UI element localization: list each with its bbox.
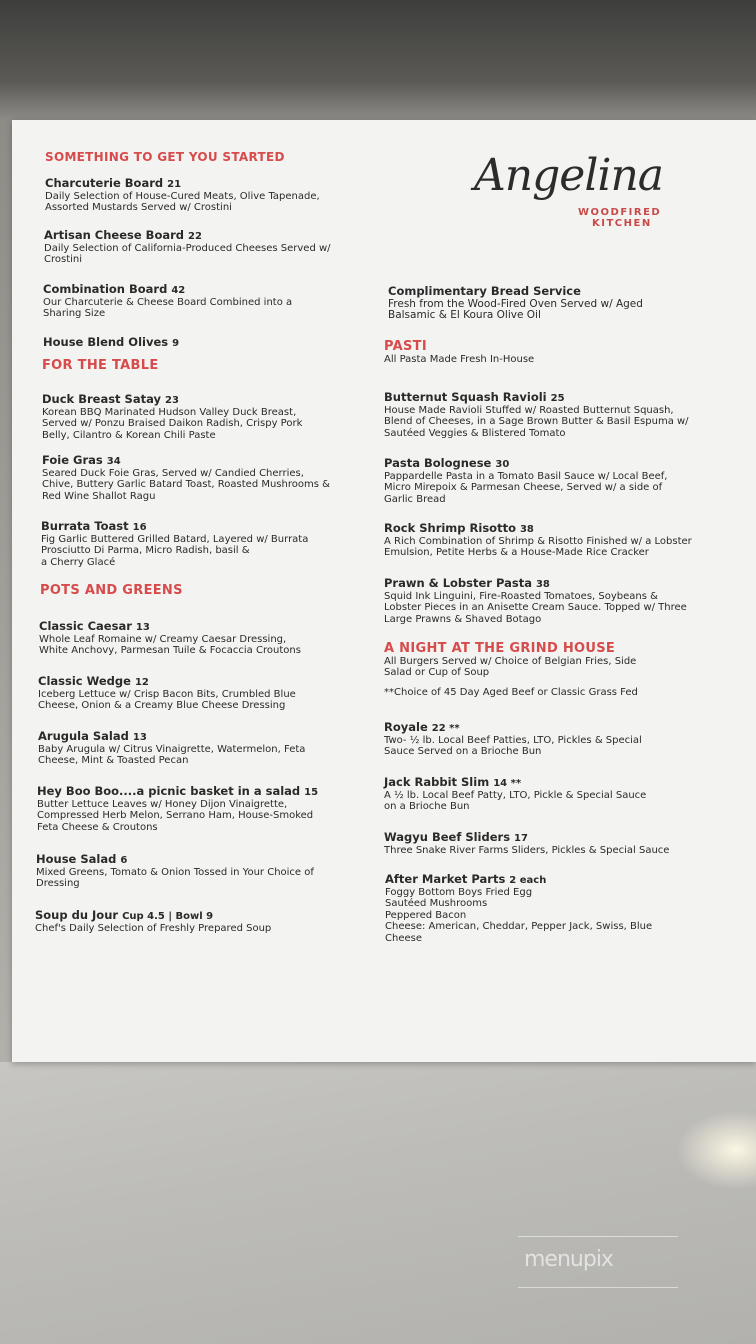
tabletop (0, 1062, 756, 1344)
item-price: Cup 4.5 | Bowl 9 (122, 911, 214, 922)
item-desc: Our Charcuterie & Cheese Board Combined into a (43, 297, 293, 308)
item-name: Pasta Bolognese (384, 456, 492, 470)
menu-item-classic-wedge (38, 670, 296, 712)
item-name: House Blend Olives (43, 335, 169, 349)
pasti-note (384, 354, 534, 365)
item-desc: on a Brioche Bun (384, 801, 470, 813)
section-starters: SOMETHING TO GET YOU STARTED (45, 150, 285, 164)
item-desc: Emulsion, Petite Herbs & a House-Made Rice Cracker (384, 547, 649, 559)
logo-line-kitchen: KITCHEN (592, 218, 652, 229)
menu-item-prawn-lobster-pasta (384, 572, 687, 625)
item-desc: Dressing (36, 878, 80, 890)
item-name: After Market Parts (385, 872, 506, 886)
menu-item-butternut-ravioli (384, 386, 689, 439)
item-price: 21 (167, 179, 182, 190)
item-desc: Sharing Size (43, 308, 106, 320)
item-desc: Cheese, Mint & Toasted Pecan (38, 755, 189, 767)
item-desc: Sautéed Veggies & Blistered Tomato (384, 427, 566, 439)
item-price: 6 (120, 855, 128, 866)
menu-item-pasta-bolognese (384, 452, 667, 505)
item-desc: Lobster Pieces in an Anisette Cream Sauce. Topped w/ Three (384, 602, 687, 614)
item-desc: Three Snake River Farms Sliders, Pickles & Special Sauce (384, 845, 670, 856)
item-desc: Crostini (44, 254, 83, 266)
item-desc: Prosciutto Di Parma, Micro Radish, basil & (41, 545, 250, 557)
item-name: Combination Board (43, 282, 168, 296)
menu-item-arugula-salad (38, 725, 305, 767)
item-price: 38 (519, 524, 534, 535)
item-desc: Compressed Herb Melon, Serrano Ham, House-Smoked (37, 810, 314, 822)
item-desc: House Made Ravioli Stuffed w/ Roasted Butternut Squash, (384, 405, 674, 416)
menu-item-foie-gras (42, 449, 330, 502)
item-desc: Belly, Cilantro & Korean Chili Paste (42, 429, 216, 441)
item-desc: Served w/ Ponzu Braised Daikon Radish, Crispy Pork (42, 418, 303, 430)
item-desc: Butter Lettuce Leaves w/ Honey Dijon Vinaigrette, (37, 799, 288, 810)
item-price: 34 (106, 456, 121, 467)
item-desc: White Anchovy, Parmesan Tuile & Focaccia Croutons (39, 645, 301, 657)
item-desc: Foggy Bottom Boys Fried Egg (385, 887, 533, 898)
grind-house-notes (384, 656, 638, 698)
item-desc: Mixed Greens, Tomato & Onion Tossed in Your Choice of (36, 867, 314, 878)
item-desc: Assorted Mustards Served w/ Crostini (45, 202, 232, 214)
section-grind-house: A NIGHT AT THE GRIND HOUSE (384, 641, 616, 656)
item-desc: A Rich Combination of Shrimp & Risotto Finished w/ a Lobster (384, 536, 692, 547)
item-name: Rock Shrimp Risotto (384, 521, 516, 535)
menu-item-charcuterie (45, 172, 320, 214)
item-desc: Baby Arugula w/ Citrus Vinaigrette, Watermelon, Feta (38, 744, 306, 755)
section-note: All Burgers Served w/ Choice of Belgian Fries, Side (384, 656, 637, 667)
item-name: Classic Caesar (39, 619, 132, 633)
item-price: 13 (135, 622, 150, 633)
item-price: 17 (514, 833, 528, 844)
section-pasti: PASTI (384, 339, 427, 354)
menu-item-soup-du-jour (35, 904, 271, 934)
menu-item-jack-rabbit-slim (384, 771, 646, 813)
item-name: Classic Wedge (38, 674, 131, 688)
item-name: Jack Rabbit Slim (384, 775, 490, 789)
item-desc: Daily Selection of House-Cured Meats, Olive Tapenade, (45, 191, 320, 202)
item-desc: Pappardelle Pasta in a Tomato Basil Sauce w/ Local Beef, (384, 471, 668, 482)
item-price: 9 (172, 338, 180, 349)
item-price: 13 (132, 732, 147, 743)
item-desc: Micro Mirepoix & Parmesan Cheese, Served w/ a side of (384, 482, 663, 494)
section-pots-and-greens: POTS AND GREENS (40, 583, 183, 598)
item-desc: Red Wine Shallot Ragu (42, 490, 156, 502)
item-name: Complimentary Bread Service (388, 284, 581, 298)
item-desc: A ½ lb. Local Beef Patty, LTO, Pickle & Special Sauce (384, 790, 647, 801)
item-desc: Fig Garlic Buttered Grilled Batard, Layered w/ Burrata (41, 534, 309, 545)
item-name: Prawn & Lobster Pasta (384, 576, 532, 590)
item-price: 15 (304, 787, 319, 798)
item-name: Soup du Jour (35, 908, 119, 922)
logo-line-woodfired: WOODFIRED (578, 207, 662, 218)
item-desc: Cheese (385, 932, 422, 944)
restaurant-logo (474, 150, 674, 234)
item-desc: Daily Selection of California-Produced Cheeses Served w/ (44, 243, 331, 254)
item-name: Duck Breast Satay (42, 392, 161, 406)
menu-item-artisan-cheese (44, 224, 331, 266)
item-price: 25 (550, 393, 565, 404)
item-price: 16 (132, 522, 147, 533)
menu-item-house-salad (36, 848, 314, 890)
menu-item-hey-boo-boo (37, 780, 318, 833)
item-name: Artisan Cheese Board (44, 228, 185, 242)
item-name: Wagyu Beef Sliders (384, 830, 511, 844)
item-desc: Fresh from the Wood-Fired Oven Served w/ Aged (388, 298, 643, 310)
item-desc: Feta Cheese & Croutons (37, 821, 158, 833)
item-price: 12 (134, 677, 149, 688)
section-for-the-table: FOR THE TABLE (42, 358, 159, 373)
item-name: Royale (384, 720, 428, 734)
watermark-text: menupix (524, 1247, 613, 1272)
section-note: **Choice of 45 Day Aged Beef or Classic Grass Fed (384, 686, 638, 698)
item-desc: Peppered Bacon (385, 909, 467, 921)
item-desc: Seared Duck Foie Gras, Served w/ Candied Cherries, (42, 468, 304, 479)
item-desc: Chive, Buttery Garlic Batard Toast, Roasted Mushrooms & (42, 479, 330, 491)
item-price: 22 (188, 231, 202, 242)
item-price: 38 (535, 579, 550, 590)
item-desc: Large Prawns & Shaved Botago (384, 613, 542, 625)
menupix-watermark (518, 1236, 678, 1288)
menu-item-burrata-toast (41, 515, 308, 568)
item-desc: Two- ½ lb. Local Beef Patties, LTO, Pickles & Special (384, 735, 642, 746)
item-price: 42 (171, 285, 186, 296)
item-desc: Sautéed Mushrooms (385, 898, 488, 910)
item-name: Charcuterie Board (45, 176, 164, 190)
item-desc: a Cherry Glacé (41, 556, 116, 568)
item-desc: Sauce Served on a Brioche Bun (384, 746, 542, 758)
menu-item-bread-service (388, 280, 643, 322)
item-price: 30 (495, 459, 510, 470)
section-note: Salad or Cup of Soup (384, 667, 490, 679)
item-desc: Iceberg Lettuce w/ Crisp Bacon Bits, Crumbled Blue (38, 689, 296, 700)
menu-item-classic-caesar (39, 615, 301, 657)
item-name: Foie Gras (42, 453, 103, 467)
menu-item-wagyu-sliders (384, 826, 669, 856)
menu-item-royale (384, 716, 642, 758)
item-price: 2 each (509, 875, 547, 886)
item-name: Arugula Salad (38, 729, 129, 743)
item-name: House Salad (36, 852, 117, 866)
menu-item-olives (43, 331, 179, 350)
item-desc: Cheese: American, Cheddar, Pepper Jack, Swiss, Blue (385, 921, 653, 933)
item-desc: Chef's Daily Selection of Freshly Prepared Soup (35, 923, 272, 934)
menu-item-rock-shrimp-risotto (384, 517, 692, 559)
menu-item-combination-board (43, 278, 292, 320)
item-desc: Balsamic & El Koura Olive Oil (388, 309, 541, 322)
menu-item-after-market-parts (385, 868, 652, 944)
item-price: 23 (165, 395, 179, 406)
item-name: Butternut Squash Ravioli (384, 390, 547, 404)
item-desc: Korean BBQ Marinated Hudson Valley Duck Breast, (42, 407, 297, 418)
logo-script: Angelina (474, 150, 664, 201)
item-desc: Cheese, Onion & a Creamy Blue Cheese Dressing (38, 700, 286, 712)
item-desc: Whole Leaf Romaine w/ Creamy Caesar Dressing, (39, 634, 287, 645)
section-note: All Pasta Made Fresh In-House (384, 354, 535, 365)
menu-item-duck-satay (42, 388, 302, 441)
item-desc: Squid Ink Linguini, Fire-Roasted Tomatoes, Soybeans & (384, 591, 658, 602)
item-price: 14 ** (493, 778, 522, 789)
item-name: Burrata Toast (41, 519, 129, 533)
item-price: 22 ** (431, 723, 460, 734)
item-desc: Blend of Cheeses, in a Sage Brown Butter & Basil Espuma w/ (384, 416, 689, 428)
item-name: Hey Boo Boo....a picnic basket in a salad (37, 784, 301, 798)
item-desc: Garlic Bread (384, 493, 446, 505)
